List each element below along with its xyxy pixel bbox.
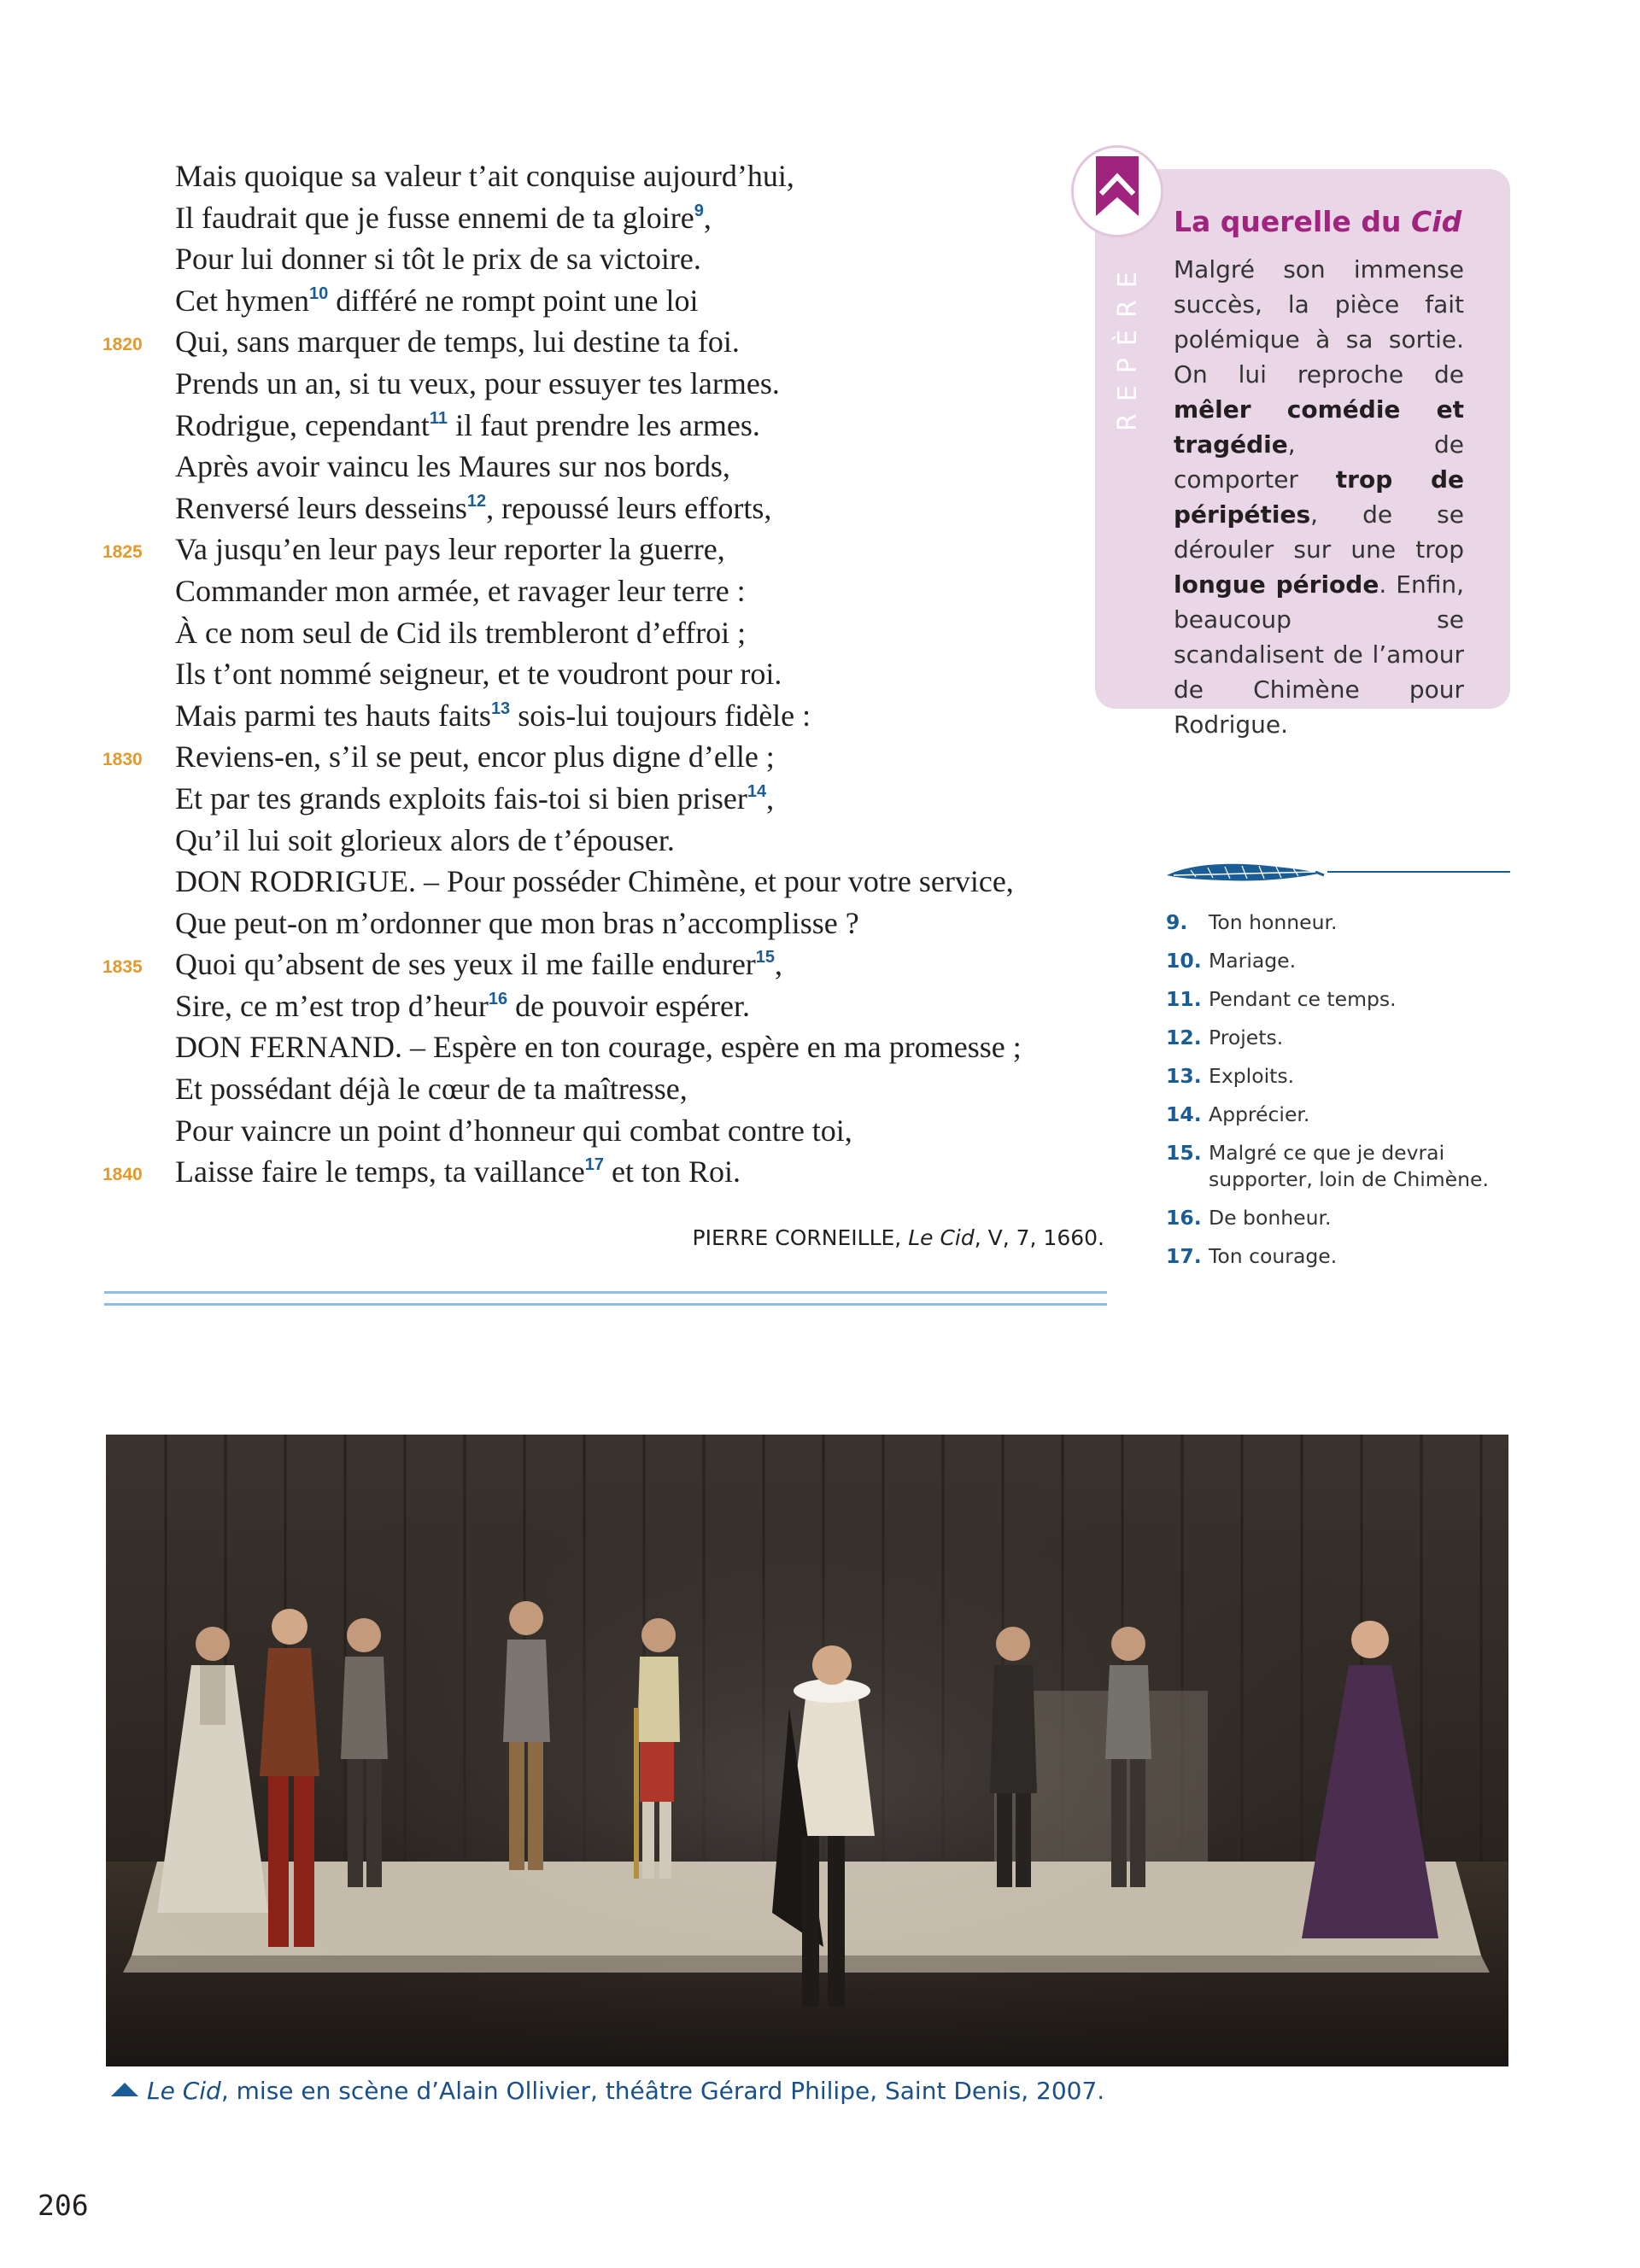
verse-segment: Et possédant déjà le cœur de ta maîtresse, <box>175 1072 688 1107</box>
caption-title: Le Cid <box>147 2077 221 2105</box>
verse-line <box>102 570 1128 612</box>
verse-text <box>175 529 725 570</box>
verse-text <box>175 1110 852 1152</box>
verse-segment: Ils t’ont nommé seigneur, et te voudront pour roi. <box>175 657 782 692</box>
verse-text <box>175 612 746 654</box>
verse-text <box>175 197 712 239</box>
repere-body <box>1174 252 1464 742</box>
repere-text: . Enfin, beaucoup se scandalisent de l’amour de Chimène pour Rodrigue. <box>1174 570 1464 739</box>
verse-segment: , repoussé leurs efforts, <box>486 490 772 525</box>
verse-number: 1840 <box>102 1165 143 1185</box>
footnote-text: Projets. <box>1209 1026 1284 1049</box>
verse-text <box>175 985 750 1027</box>
verse-segment: Il faudrait que je fusse ennemi de ta gloire <box>175 200 694 235</box>
footnote-text: Apprécier. <box>1209 1102 1310 1126</box>
footnote-item <box>1166 986 1525 1013</box>
verse-line <box>102 321 1128 363</box>
footnote-number: 17. <box>1166 1244 1202 1268</box>
footnote-text: Exploits. <box>1209 1064 1295 1088</box>
footnote-text: Ton honneur. <box>1209 910 1338 934</box>
footnote-number: 12. <box>1166 1026 1202 1049</box>
verse-line <box>102 405 1128 447</box>
quill-icon <box>1165 855 1510 889</box>
verse-line <box>102 653 1128 695</box>
footnote-number: 11. <box>1166 987 1202 1011</box>
verse-text <box>175 280 698 322</box>
verse-number: 1830 <box>102 750 143 770</box>
verse-line <box>102 1151 1128 1193</box>
repere-title-text: La querelle du <box>1174 205 1412 238</box>
verse-segment: Rodrigue, cependant <box>175 407 430 442</box>
footnote-ref[interactable]: 16 <box>488 989 508 1008</box>
verse-text <box>175 653 782 695</box>
footnote-ref[interactable]: 10 <box>308 284 329 303</box>
verse-line <box>102 612 1128 654</box>
stage-photo <box>106 1435 1508 2066</box>
repere-emphasis: longue période <box>1174 570 1379 599</box>
footnote-item <box>1166 1205 1525 1231</box>
verse-segment: il faut prendre les armes. <box>448 407 760 442</box>
footnote-number: 15. <box>1166 1141 1202 1165</box>
page-number: 206 <box>38 2189 89 2222</box>
verse-text <box>175 321 740 363</box>
footnote-text: Ton courage. <box>1209 1244 1338 1268</box>
verse-text <box>175 903 859 944</box>
verse-number: 1820 <box>102 335 143 355</box>
verse-line <box>102 778 1128 820</box>
footnote-ref[interactable]: 15 <box>755 948 776 967</box>
footnote-text: Mariage. <box>1209 949 1297 973</box>
verse-line <box>102 238 1128 280</box>
caption-text: , mise en scène d’Alain Ollivier, théâtre Gérard Philipe, Saint Denis, 2007. <box>220 2077 1105 2105</box>
verse-line <box>102 985 1128 1027</box>
footnotes <box>1166 909 1525 1282</box>
verse-segment: Pour vaincre un point d’honneur qui combat contre toi, <box>175 1113 852 1148</box>
verse-segment: Reviens-en, s’il se peut, encor plus digne d’elle ; <box>175 739 775 775</box>
photo-caption <box>111 2077 1104 2105</box>
triangle-up-icon <box>111 2083 138 2096</box>
verse-segment: , <box>766 780 775 815</box>
verse-text <box>175 155 794 197</box>
footnote-item <box>1166 948 1525 974</box>
verse-text <box>175 1068 688 1110</box>
verse-line <box>102 1068 1128 1110</box>
footnote-number: 14. <box>1166 1102 1202 1126</box>
verse-segment: DON FERNAND. – Espère en ton courage, espère en ma promesse ; <box>175 1030 1022 1065</box>
footnote-number: 9. <box>1166 910 1188 934</box>
verse-text <box>175 695 811 737</box>
footnote-item <box>1166 909 1525 936</box>
verse-segment: Sire, ce m’est trop d’heur <box>175 988 489 1023</box>
repere-text: , de comporter <box>1174 430 1464 494</box>
bookmark-badge <box>1071 145 1163 237</box>
verse-text <box>175 363 780 405</box>
stage-photo-image <box>106 1435 1508 2066</box>
verse-segment: Commander mon armée, et ravager leur terre : <box>175 573 746 608</box>
verse-text <box>175 861 1014 903</box>
verse-text <box>175 446 730 488</box>
repere-label: REPÈRE <box>1113 260 1143 431</box>
footnote-ref[interactable]: 14 <box>747 781 767 801</box>
verse-text <box>175 238 701 280</box>
verse-line <box>102 280 1128 322</box>
verse-text <box>175 488 771 529</box>
verse-line <box>102 155 1128 197</box>
footnote-item <box>1166 1140 1525 1193</box>
footnote-text: De bonheur. <box>1209 1206 1332 1230</box>
attribution-details: , V, 7, 1660. <box>974 1225 1104 1250</box>
verse-segment: Qu’il lui soit glorieux alors de t’épouser. <box>175 822 675 857</box>
attribution-work: Le Cid <box>908 1225 975 1250</box>
verse-text <box>175 1151 741 1193</box>
verse-segment: Et par tes grands exploits fais-toi si bien priser <box>175 780 747 815</box>
attribution <box>693 1225 1104 1250</box>
footnote-ref[interactable]: 12 <box>466 491 487 511</box>
poem-excerpt <box>102 155 1128 1193</box>
verse-text <box>175 778 774 820</box>
verse-segment: Cet hymen <box>175 283 309 318</box>
verse-text <box>175 944 782 985</box>
verse-line <box>102 736 1128 778</box>
verse-line <box>102 903 1128 944</box>
verse-segment: sois-lui toujours fidèle : <box>510 698 811 733</box>
verse-line <box>102 944 1128 985</box>
footnote-ref[interactable]: 11 <box>429 408 448 428</box>
verse-segment: et ton Roi. <box>604 1154 741 1190</box>
verse-line <box>102 1110 1128 1152</box>
verse-text <box>175 1026 1022 1068</box>
footnote-ref[interactable]: 9 <box>694 201 704 220</box>
verse-segment: Quoi qu’absent de ses yeux il me faille endurer <box>175 947 756 982</box>
footnote-ref[interactable]: 17 <box>584 1155 605 1175</box>
verse-line <box>102 861 1128 903</box>
footnote-ref[interactable]: 13 <box>490 699 511 718</box>
verse-segment: Prends un an, si tu veux, pour essuyer tes larmes. <box>175 365 780 400</box>
footnote-number: 13. <box>1166 1064 1202 1088</box>
verse-line <box>102 197 1128 239</box>
footnote-text: Pendant ce temps. <box>1209 987 1397 1011</box>
verse-line <box>102 446 1128 488</box>
verse-line <box>102 488 1128 529</box>
verse-text <box>175 570 746 612</box>
repere-text: , de se dérouler sur une trop <box>1174 500 1464 564</box>
footnote-item <box>1166 1243 1525 1270</box>
footnote-text: Malgré ce que je devrai supporter, loin de Chimène. <box>1209 1141 1489 1191</box>
verse-segment: différé ne rompt point une loi <box>328 283 699 318</box>
verse-segment: Qui, sans marquer de temps, lui destine ta foi. <box>175 324 740 359</box>
attribution-author: PIERRE CORNEILLE, <box>692 1225 902 1250</box>
verse-text <box>175 405 760 447</box>
footnote-item <box>1166 1102 1525 1128</box>
repere-title <box>1174 205 1461 238</box>
divider-line-bottom <box>104 1303 1107 1306</box>
verse-segment: Mais quoique sa valeur t’ait conquise aujourd’hui, <box>175 159 794 193</box>
repere-emphasis: mêler comédie et tragédie <box>1174 395 1464 459</box>
verse-segment: Pour lui donner si tôt le prix de sa victoire. <box>175 242 701 277</box>
verse-line <box>102 1026 1128 1068</box>
verse-text <box>175 820 675 862</box>
verse-number: 1825 <box>102 542 143 563</box>
verse-line <box>102 820 1128 862</box>
verse-segment: , <box>703 200 712 235</box>
verse-segment: Que peut-on m’ordonner que mon bras n’accomplisse ? <box>175 905 859 940</box>
verse-text <box>175 736 775 778</box>
footnote-item <box>1166 1063 1525 1090</box>
verse-line <box>102 529 1128 570</box>
bookmark-icon <box>1096 156 1139 216</box>
verse-segment: Laisse faire le temps, ta vaillance <box>175 1154 585 1190</box>
footnote-number: 10. <box>1166 949 1202 973</box>
verse-line <box>102 695 1128 737</box>
repere-text: Malgré son immense succès, la pièce fait polémique à sa sortie. On lui reproche de <box>1174 255 1464 389</box>
verse-segment: Après avoir vaincu les Maures sur nos bords, <box>175 449 730 484</box>
verse-segment: Va jusqu’en leur pays leur reporter la guerre, <box>175 532 725 567</box>
repere-title-italic: Cid <box>1411 205 1462 238</box>
verse-segment: À ce nom seul de Cid ils trembleront d’effroi ; <box>175 615 747 650</box>
verse-segment: DON RODRIGUE. – Pour posséder Chimène, et pour votre service, <box>175 864 1014 899</box>
verse-segment: Renversé leurs desseins <box>175 490 467 525</box>
verse-line <box>102 363 1128 405</box>
divider-line-top <box>104 1291 1107 1294</box>
verse-segment: Mais parmi tes hauts faits <box>175 698 491 733</box>
footnote-item <box>1166 1025 1525 1051</box>
verse-segment: , <box>775 947 783 982</box>
verse-number: 1835 <box>102 957 143 978</box>
footnote-number: 16. <box>1166 1206 1202 1230</box>
repere-emphasis: trop de péripéties <box>1174 465 1464 529</box>
verse-segment: de pouvoir espérer. <box>507 988 751 1023</box>
